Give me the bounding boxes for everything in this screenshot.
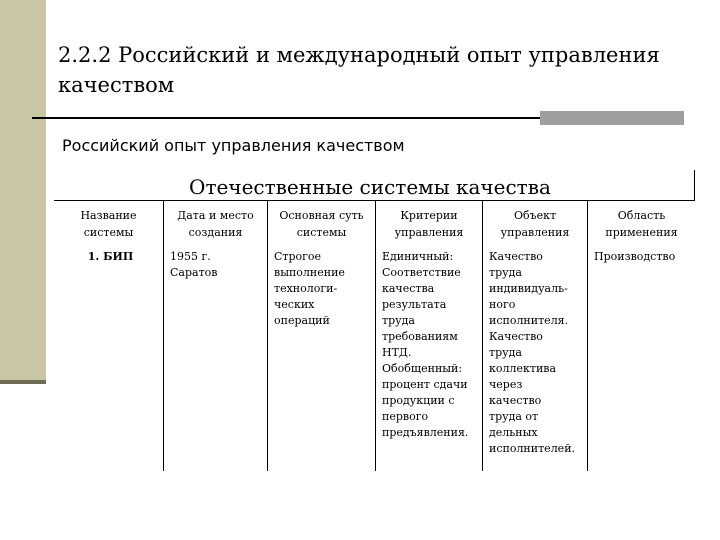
cell-system-name: 1. БИП bbox=[87, 250, 134, 263]
cell-line: требованиям bbox=[382, 330, 458, 343]
title-rule bbox=[32, 117, 540, 119]
column-date-place bbox=[163, 201, 267, 471]
cell-line: Соответствие bbox=[382, 266, 461, 279]
cell-line: первого bbox=[382, 410, 429, 423]
left-decor-bar-edge bbox=[0, 380, 46, 384]
cell-line: ного bbox=[489, 298, 516, 311]
header-scope: Область применения bbox=[605, 209, 678, 239]
header-object: Объект управления bbox=[500, 209, 570, 239]
cell-line: процент сдачи bbox=[382, 378, 468, 391]
column-scope bbox=[587, 201, 695, 471]
cell-line: коллектива bbox=[489, 362, 557, 375]
cell-line: НТД. bbox=[382, 346, 412, 359]
cell-line: выполнение bbox=[274, 266, 345, 279]
cell-line: предъявления. bbox=[382, 426, 469, 439]
column-object bbox=[482, 201, 587, 471]
slide-subtitle: Российский опыт управления качеством bbox=[62, 136, 405, 155]
left-decor-bar bbox=[0, 0, 46, 384]
cell-line: исполнителей. bbox=[489, 442, 576, 455]
cell-line: Качество bbox=[489, 330, 543, 343]
cell-line: труда bbox=[382, 314, 415, 327]
header-criteria: Критерии управления bbox=[394, 209, 464, 239]
cell-line: исполнителя. bbox=[489, 314, 569, 327]
cell-essence bbox=[274, 249, 373, 329]
cell-line: Обобщенный: bbox=[382, 362, 463, 375]
cell-line: через bbox=[489, 378, 523, 391]
cell-line: качество bbox=[489, 394, 542, 407]
column-essence bbox=[267, 201, 375, 471]
table-right-border bbox=[694, 170, 695, 201]
cell-line: технологи- bbox=[274, 282, 338, 295]
cell-line: труда bbox=[489, 266, 522, 279]
header-system-name: Название системы bbox=[80, 209, 137, 239]
cell-date-place bbox=[170, 249, 265, 281]
cell-line: Единичный: bbox=[382, 250, 454, 263]
title-rule-accent bbox=[540, 111, 684, 125]
table-title: Отечественные системы качества bbox=[189, 175, 551, 199]
column-criteria bbox=[375, 201, 482, 471]
cell-line: индивидуаль- bbox=[489, 282, 568, 295]
cell-line: результата bbox=[382, 298, 447, 311]
cell-line: труда bbox=[489, 346, 522, 359]
column-system-name bbox=[54, 201, 163, 471]
cell-object bbox=[489, 249, 585, 457]
cell-criteria bbox=[382, 249, 480, 441]
cell-line: 1955 г. bbox=[170, 250, 211, 263]
cell-line: Качество bbox=[489, 250, 543, 263]
cell-line: Саратов bbox=[170, 266, 218, 279]
cell-line: качества bbox=[382, 282, 435, 295]
cell-line: труда от bbox=[489, 410, 539, 423]
cell-line: продукции с bbox=[382, 394, 455, 407]
cell-scope: Производство bbox=[594, 250, 676, 263]
header-essence: Основная суть системы bbox=[279, 209, 364, 239]
cell-line: Строгое bbox=[274, 250, 322, 263]
header-date-place: Дата и место создания bbox=[177, 209, 254, 239]
cell-line: ческих bbox=[274, 298, 315, 311]
slide-title: 2.2.2 Российский и международный опыт управления качеством bbox=[58, 43, 660, 97]
cell-line: дельных bbox=[489, 426, 538, 439]
cell-line: операций bbox=[274, 314, 330, 327]
quality-systems-table bbox=[54, 201, 695, 471]
